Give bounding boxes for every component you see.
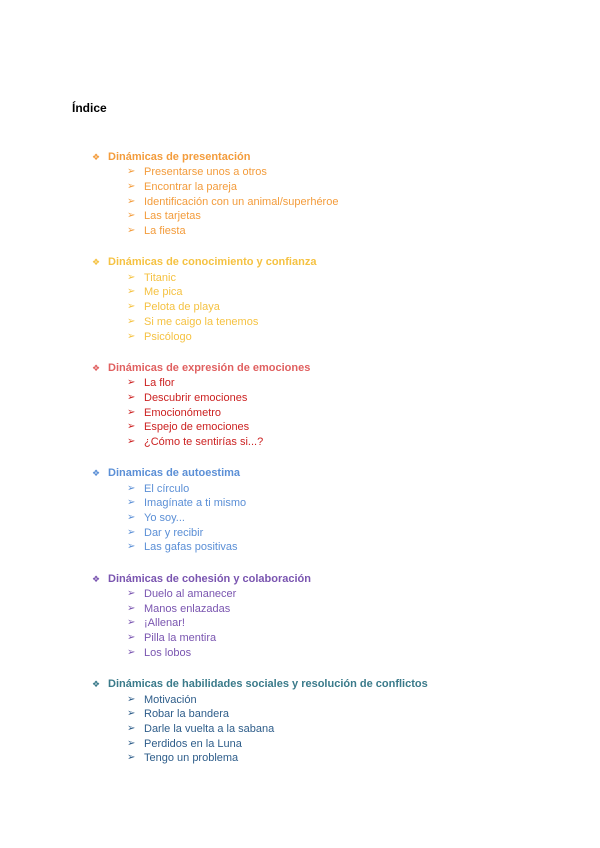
list-item[interactable] [127,496,600,511]
item-label: Psicólogo [144,330,192,343]
list-item[interactable] [127,405,600,420]
diamond-bullet-icon: ❖ [91,468,101,479]
section-title: Dinámicas de expresión de emociones [108,361,311,374]
list-item[interactable] [127,751,600,766]
list-item[interactable] [127,435,600,450]
item-label: Robar la bandera [144,708,230,721]
item-label: Descubrir emociones [144,391,248,404]
item-label: Si me caigo la tenemos [144,315,259,328]
arrow-bullet-icon: ➢ [127,693,136,705]
item-label: Presentarse unos a otros [144,166,267,179]
arrow-bullet-icon: ➢ [127,632,136,644]
arrow-bullet-icon: ➢ [127,286,136,298]
item-label: Las gafas positivas [144,541,238,554]
section-heading[interactable] [91,572,600,586]
arrow-bullet-icon: ➢ [127,512,136,524]
item-label: Darle la vuelta a la sabana [144,722,275,735]
item-label: Perdidos en la Luna [144,737,242,750]
arrow-bullet-icon: ➢ [127,406,136,418]
section-items [0,481,600,554]
section-heading[interactable] [91,361,600,375]
item-label: Imagínate a ti mismo [144,497,247,510]
arrow-bullet-icon: ➢ [127,391,136,403]
list-item[interactable] [127,165,600,180]
item-label: Dar y recibir [144,526,204,539]
arrow-bullet-icon: ➢ [127,271,136,283]
arrow-bullet-icon: ➢ [127,210,136,222]
item-label: ¿Cómo te sentirías si...? [144,435,264,448]
diamond-bullet-icon: ❖ [91,679,101,690]
arrow-bullet-icon: ➢ [127,225,136,237]
list-item[interactable] [127,511,600,526]
arrow-bullet-icon: ➢ [127,435,136,447]
section-title: Dinámicas de conocimiento y confianza [108,256,317,269]
arrow-bullet-icon: ➢ [127,602,136,614]
item-label: Pilla la mentira [144,632,217,645]
arrow-bullet-icon: ➢ [127,330,136,342]
arrow-bullet-icon: ➢ [127,181,136,193]
list-item[interactable] [127,525,600,540]
section-heading[interactable] [91,255,600,269]
item-label: Manos enlazadas [144,602,231,615]
section-items [0,587,600,660]
section-heading[interactable] [91,150,600,164]
list-item[interactable] [127,180,600,195]
toc-section [0,572,600,660]
section-title: Dinamicas de autoestima [108,467,241,480]
list-item[interactable] [127,270,600,285]
list-item[interactable] [127,224,600,239]
item-label: Las tarjetas [144,210,201,223]
section-title: Dinámicas de presentación [108,151,251,163]
diamond-bullet-icon: ❖ [91,573,101,584]
table-of-contents [0,150,600,783]
arrow-bullet-icon: ➢ [127,722,136,734]
diamond-bullet-icon: ❖ [91,152,101,162]
item-label: El círculo [144,482,190,495]
toc-section [0,150,600,238]
item-label: Encontrar la pareja [144,181,237,194]
list-item[interactable] [127,209,600,224]
section-items [0,270,600,343]
item-label: La flor [144,377,175,390]
item-label: Titanic [144,271,176,284]
toc-section [0,677,600,765]
list-item[interactable] [127,481,600,496]
list-item[interactable] [127,616,600,631]
item-label: ¡Allenar! [144,617,185,630]
toc-section [0,466,600,554]
toc-section [0,255,600,343]
list-item[interactable] [127,285,600,300]
list-item[interactable] [127,722,600,737]
section-items [0,692,600,765]
arrow-bullet-icon: ➢ [127,482,136,494]
list-item[interactable] [127,631,600,646]
arrow-bullet-icon: ➢ [127,588,136,600]
item-label: Duelo al amanecer [144,588,237,601]
list-item[interactable] [127,646,600,661]
arrow-bullet-icon: ➢ [127,541,136,553]
section-heading[interactable] [91,677,600,691]
page-title: Índice [72,101,107,115]
arrow-bullet-icon: ➢ [127,301,136,313]
arrow-bullet-icon: ➢ [127,617,136,629]
list-item[interactable] [127,587,600,602]
arrow-bullet-icon: ➢ [127,646,136,658]
section-items [0,165,600,238]
list-item[interactable] [127,376,600,391]
section-items [0,376,600,449]
arrow-bullet-icon: ➢ [127,421,136,433]
section-title: Dinámicas de cohesión y colaboración [108,572,311,585]
list-item[interactable] [127,391,600,406]
item-label: Me pica [144,286,183,299]
arrow-bullet-icon: ➢ [127,737,136,749]
toc-section [0,361,600,449]
diamond-bullet-icon: ❖ [91,257,101,268]
list-item[interactable] [127,194,600,209]
diamond-bullet-icon: ❖ [91,362,101,373]
list-item[interactable] [127,300,600,315]
list-item[interactable] [127,736,600,751]
arrow-bullet-icon: ➢ [127,526,136,538]
section-title: Dinámicas de habilidades sociales y resolución de conflictos [108,678,428,691]
list-item[interactable] [127,329,600,344]
list-item[interactable] [127,601,600,616]
item-label: La fiesta [144,225,186,238]
arrow-bullet-icon: ➢ [127,195,136,207]
item-label: Los lobos [144,646,192,659]
list-item[interactable] [127,540,600,555]
arrow-bullet-icon: ➢ [127,377,136,389]
arrow-bullet-icon: ➢ [127,497,136,509]
list-item[interactable] [127,315,600,330]
arrow-bullet-icon: ➢ [127,752,136,764]
list-item[interactable] [127,692,600,707]
list-item[interactable] [127,420,600,435]
arrow-bullet-icon: ➢ [127,315,136,327]
item-label: Yo soy... [144,512,185,525]
item-label: Identificación con un animal/superhéroe [144,195,339,208]
item-label: Emocionómetro [144,406,222,419]
section-heading[interactable] [91,466,600,480]
item-label: Tengo un problema [144,752,239,765]
list-item[interactable] [127,707,600,722]
item-label: Pelota de playa [144,301,220,314]
arrow-bullet-icon: ➢ [127,166,136,178]
item-label: Motivación [144,693,197,706]
arrow-bullet-icon: ➢ [127,708,136,720]
item-label: Espejo de emociones [144,421,250,434]
